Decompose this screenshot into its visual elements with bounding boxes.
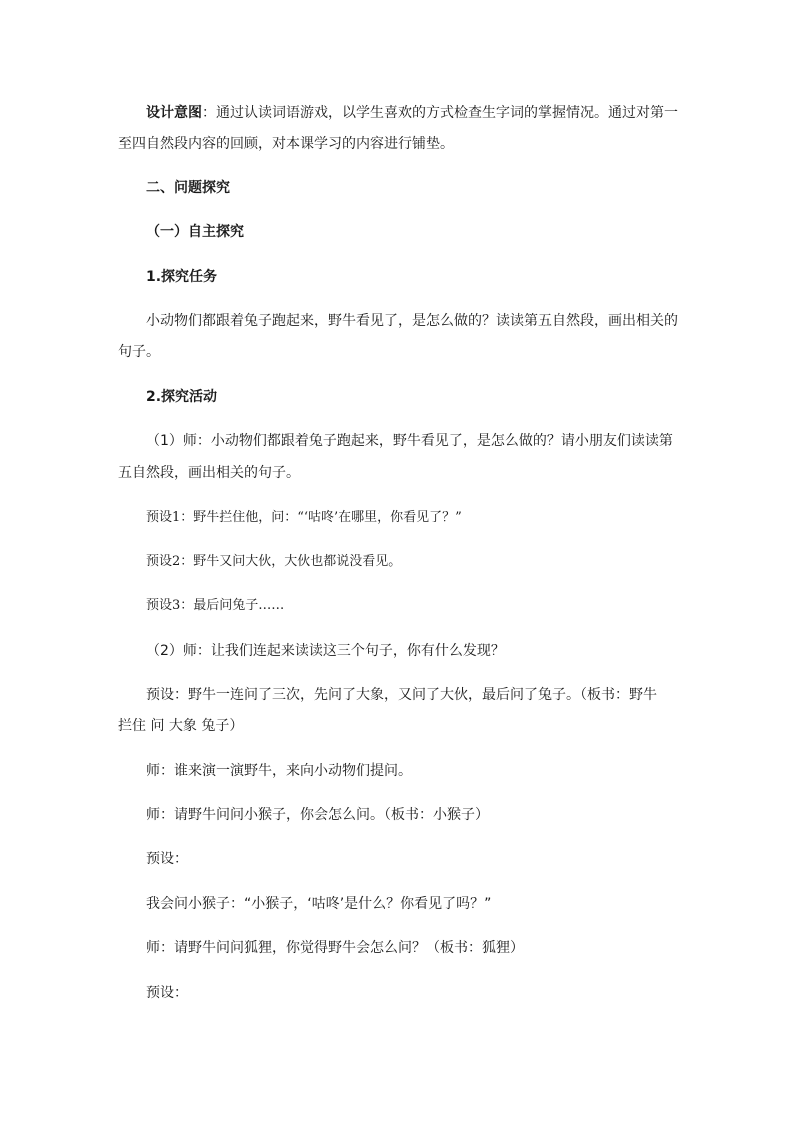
preset-2: 预设2：野牛又问大伙，大伙也都说没看见。: [146, 554, 402, 569]
preset-5: 预设：: [146, 851, 188, 867]
task-text-line-2: 句子。: [118, 344, 160, 360]
answer-line-1: 我会问小猴子：“小猴子，‘咕咚’是什么？你看见了吗？”: [146, 896, 492, 912]
preset-1: 预设1：野牛拦住他，问：“‘咕咚’在哪里，你看见了？”: [146, 510, 462, 525]
subsection-heading-self-inquiry: （一）自主探究: [146, 224, 244, 240]
teacher-line-3: 师：请野牛问问狐狸，你觉得野牛会怎么问？（板书：狐狸）: [146, 940, 524, 956]
activity-1-line-1: （1）师：小动物们都跟着兔子跑起来，野牛看见了，是怎么做的？请小朋友们读读第: [146, 433, 673, 449]
design-intent-line-2: 至四自然段内容的回顾，对本课学习的内容进行铺垫。: [118, 136, 454, 152]
design-intent-text: ：通过认读词语游戏，以学生喜欢的方式检查生字词的掌握情况。通过对第一: [202, 105, 678, 121]
section-heading-problem-inquiry: 二、问题探究: [146, 180, 230, 196]
task-text-line-1: 小动物们都跟着兔子跑起来，野牛看见了，是怎么做的？读读第五自然段，画出相关的: [146, 313, 678, 329]
design-intent-line-1: [118, 101, 678, 125]
preset-4-line-1: 预设：野牛一连问了三次，先问了大象，又问了大伙，最后问了兔子。（板书：野牛: [146, 687, 657, 703]
preset-6: 预设：: [146, 985, 188, 1001]
activity-2-line: （2）师：让我们连起来读读这三个句子，你有什么发现？: [146, 643, 505, 659]
design-intent-label: 设计意图: [146, 105, 202, 121]
item-heading-inquiry-task: 1.探究任务: [146, 269, 218, 285]
preset-4-line-2: 拦住 问 大象 兔子）: [118, 718, 244, 734]
teacher-line-1: 师：谁来演一演野牛，来向小动物们提问。: [146, 763, 412, 779]
teacher-line-2: 师：请野牛问问小猴子，你会怎么问。（板书：小猴子）: [146, 807, 489, 823]
preset-3: 预设3：最后问兔子……: [146, 598, 285, 613]
activity-1-line-2: 五自然段，画出相关的句子。: [118, 465, 300, 481]
item-heading-inquiry-activity: 2.探究活动: [146, 389, 218, 405]
